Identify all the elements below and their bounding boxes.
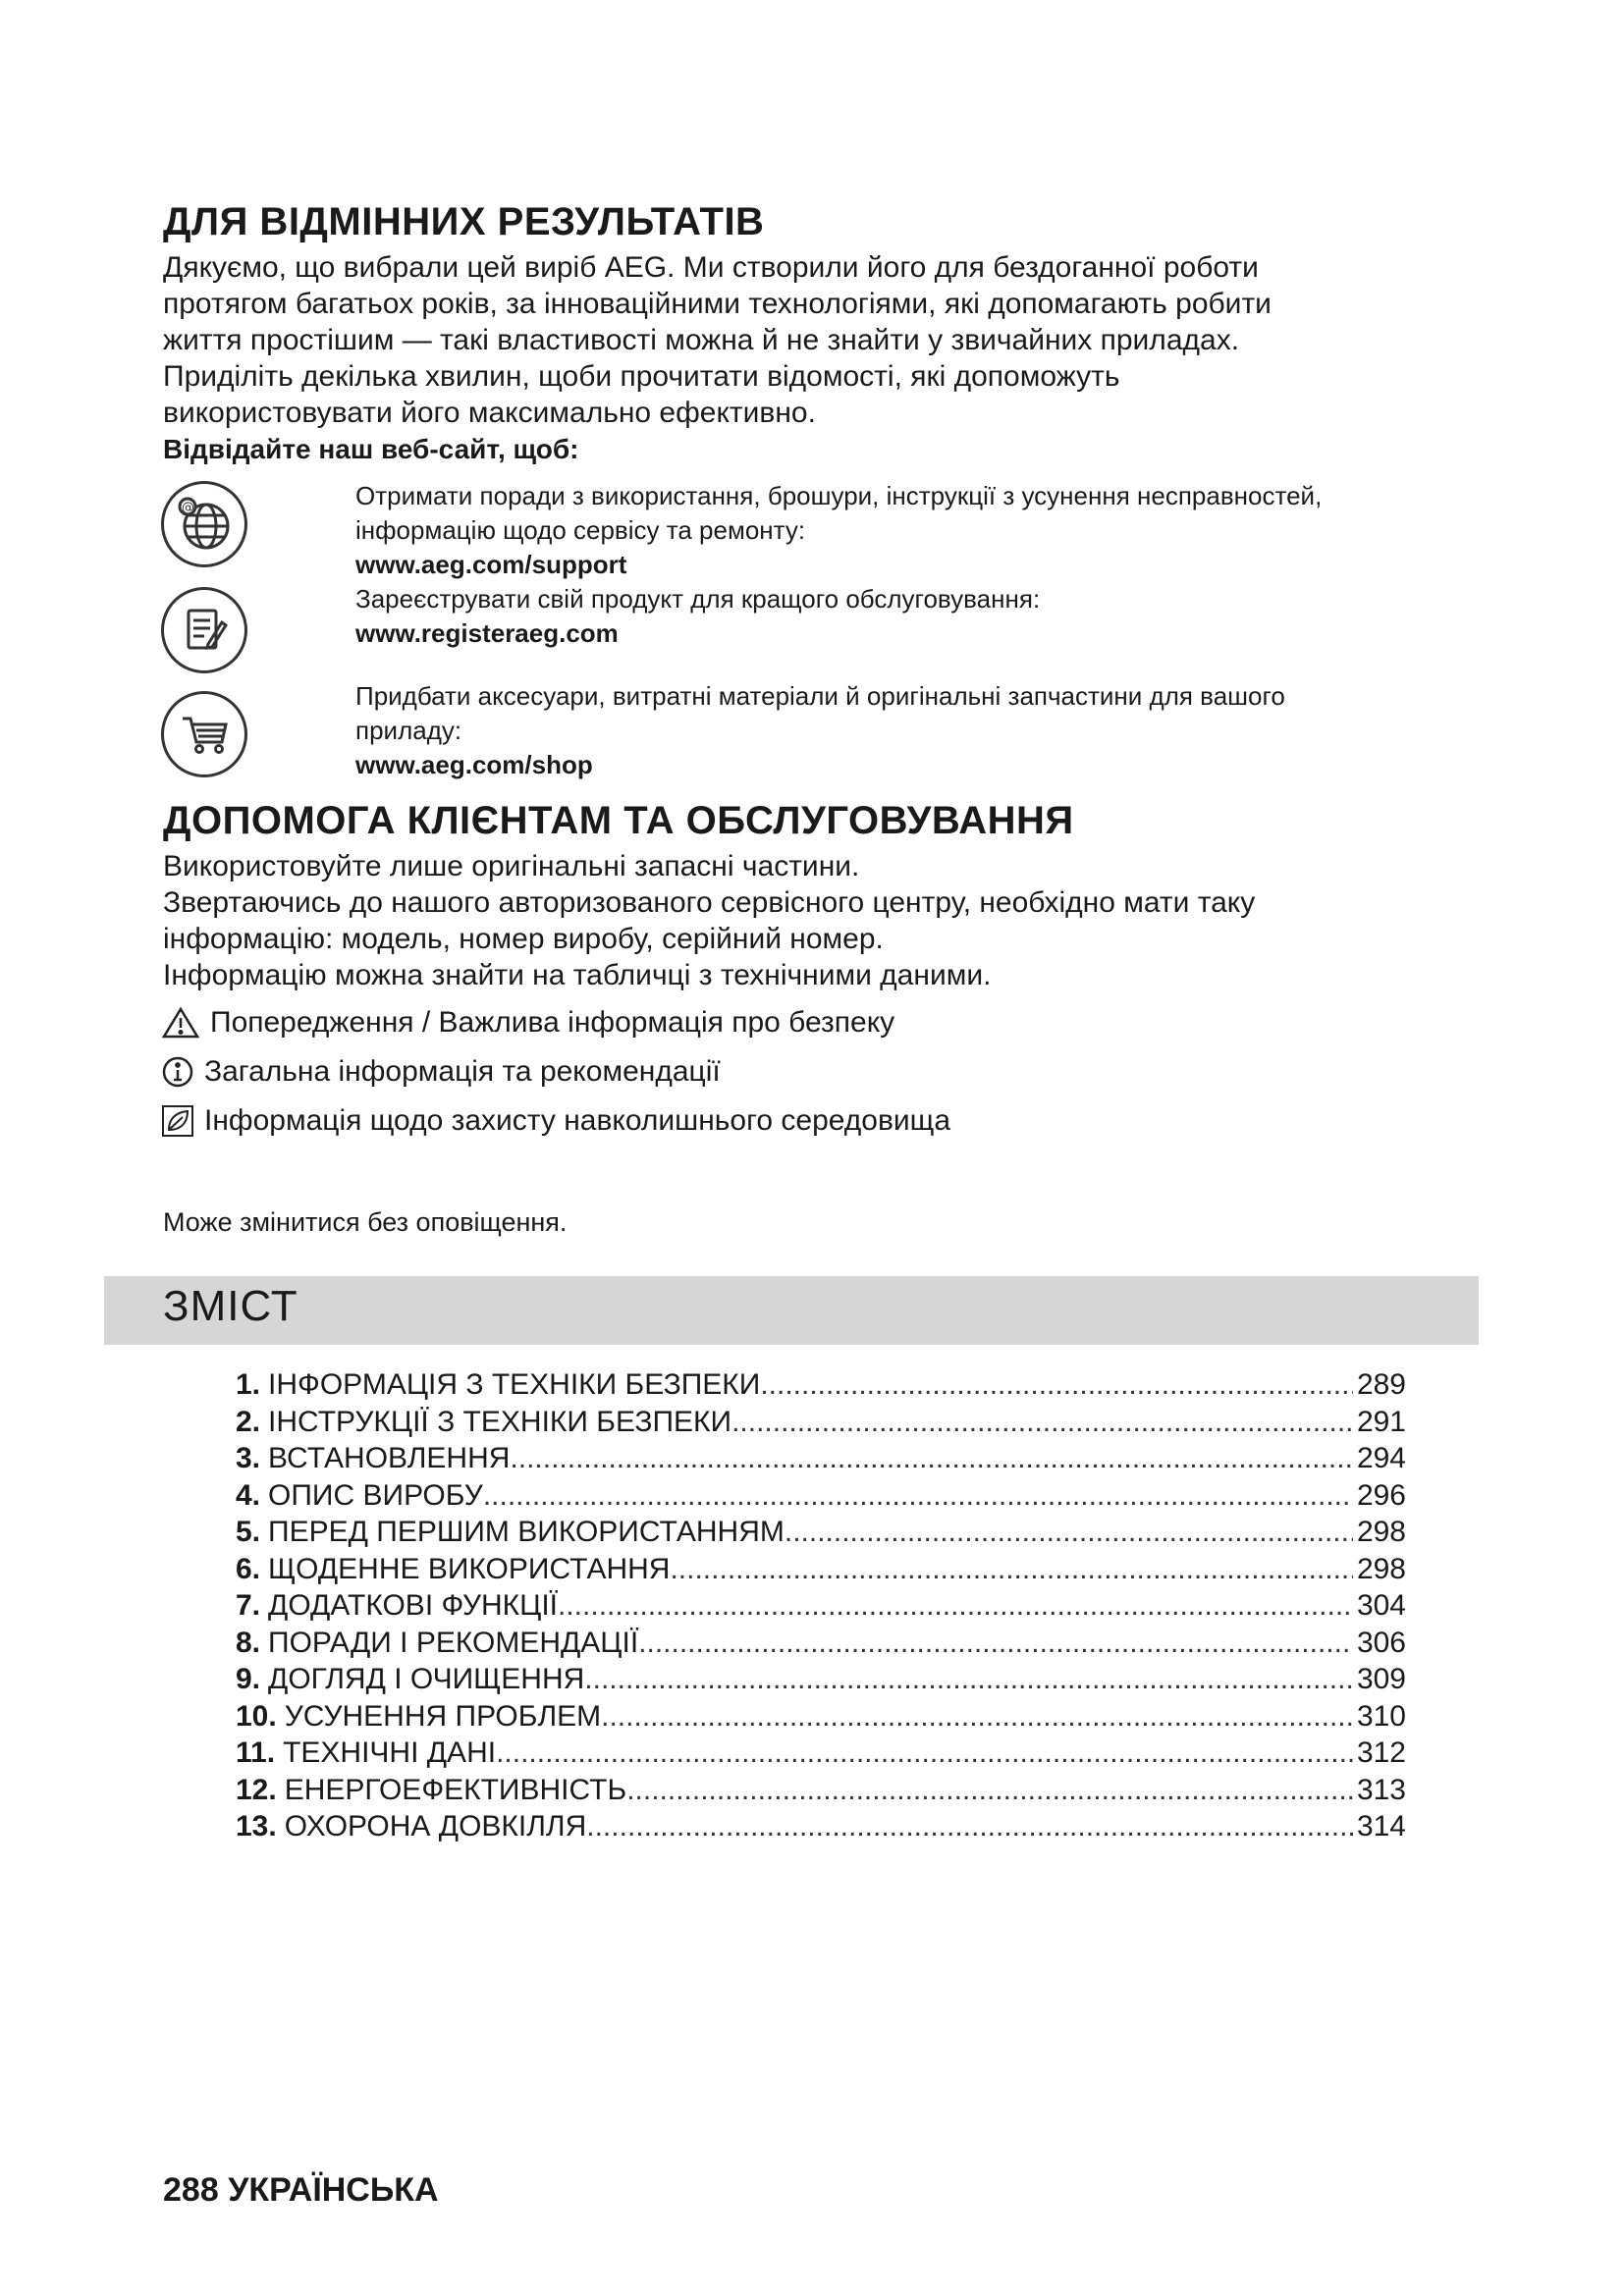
toc-item[interactable] bbox=[236, 1404, 1406, 1441]
service-line: Використовуйте лише оригінальні запасні частини. bbox=[163, 850, 860, 882]
shop-link[interactable]: www.aeg.com/shop bbox=[355, 750, 593, 779]
service-line: Звертаючись до нашого авторизованого сервісного центру, необхідно мати таку bbox=[163, 886, 1256, 919]
service-line: Інформацію можна знайти на табличці з технічними даними. bbox=[163, 959, 992, 991]
toc-item[interactable] bbox=[236, 1772, 1406, 1809]
toc-item[interactable] bbox=[236, 1366, 1406, 1404]
service-heading: ДОПОМОГА КЛІЄНТАМ ТА ОБСЛУГОВУВАННЯ bbox=[163, 799, 1074, 842]
intro-line: Приділіть декілька хвилин, щоби прочитати відомості, які допоможуть bbox=[163, 360, 1120, 393]
toc-item[interactable] bbox=[236, 1514, 1406, 1551]
service-paragraph bbox=[163, 848, 1479, 993]
footer-language: УКРАЇНСЬКА bbox=[228, 2171, 439, 2209]
toc-item-title: ОХОРОНА ДОВКІЛЛЯ bbox=[284, 1810, 587, 1842]
toc-item-page: 312 bbox=[1356, 1736, 1406, 1769]
toc-item-page: 294 bbox=[1356, 1442, 1406, 1474]
legend-text: Інформація щодо захисту навколишнього середовища bbox=[204, 1104, 951, 1137]
toc-leader-dots bbox=[558, 1587, 1353, 1625]
intro-heading: ДЛЯ ВІДМІННИХ РЕЗУЛЬТАТІВ bbox=[163, 200, 765, 243]
toc-item-title: ТЕХНІЧНІ ДАНІ bbox=[283, 1736, 497, 1769]
toc-item[interactable] bbox=[236, 1808, 1406, 1845]
toc-item-page: 296 bbox=[1356, 1478, 1406, 1512]
toc-item-number: 3. bbox=[236, 1442, 261, 1474]
toc-item-title: ЩОДЕННЕ ВИКОРИСТАННЯ bbox=[268, 1552, 671, 1585]
warning-icon bbox=[161, 1006, 200, 1040]
legend-environment bbox=[161, 1101, 950, 1141]
toc-leader-dots bbox=[584, 1661, 1353, 1698]
toc-item[interactable] bbox=[236, 1625, 1406, 1662]
visit-item-text: Придбати аксесуари, витратні матеріали й оригінальні запчастини для вашого bbox=[355, 681, 1285, 711]
toc-item-number: 9. bbox=[236, 1663, 261, 1695]
visit-item-register bbox=[355, 582, 1485, 651]
toc-leader-dots bbox=[626, 1772, 1353, 1809]
intro-line: використовувати його максимально ефективно. bbox=[163, 397, 816, 429]
svg-text:@: @ bbox=[182, 501, 194, 515]
globe-icon bbox=[161, 481, 247, 567]
toc-leader-dots bbox=[731, 1404, 1353, 1441]
toc-item-number: 10. bbox=[236, 1699, 277, 1733]
change-notice: Може змінитися без оповіщення. bbox=[163, 1207, 568, 1237]
toc-item-page: 298 bbox=[1356, 1516, 1406, 1548]
toc-item-page: 304 bbox=[1356, 1589, 1406, 1622]
toc-item-page: 310 bbox=[1356, 1699, 1406, 1733]
visit-item-text: Зареєструвати свій продукт для кращого обслуговування: bbox=[355, 584, 1041, 614]
toc-item-page: 291 bbox=[1356, 1405, 1406, 1438]
legend-info bbox=[161, 1052, 721, 1092]
support-link[interactable]: www.aeg.com/support bbox=[355, 550, 627, 579]
visit-item-text: Отримати поради з використання, брошури, інструкції з усунення несправностей, bbox=[355, 481, 1323, 510]
toc-item-number: 12. bbox=[236, 1773, 277, 1806]
visit-item-shop bbox=[355, 679, 1485, 782]
toc-leader-dots bbox=[483, 1477, 1353, 1515]
toc-leader-dots bbox=[601, 1698, 1353, 1735]
toc-leader-dots bbox=[586, 1808, 1353, 1845]
toc-item-title: ІНФОРМАЦІЯ З ТЕХНІКИ БЕЗПЕКИ bbox=[268, 1368, 761, 1401]
toc-item-title: ДОГЛЯД І ОЧИЩЕННЯ bbox=[268, 1663, 585, 1695]
toc-header-band bbox=[104, 1276, 1479, 1345]
toc-item-title: ДОДАТКОВІ ФУНКЦІЇ bbox=[268, 1589, 559, 1622]
visit-item-text: приладу: bbox=[355, 716, 462, 745]
toc-item[interactable] bbox=[236, 1698, 1406, 1735]
toc-item-title: УСУНЕННЯ ПРОБЛЕМ bbox=[284, 1699, 602, 1733]
toc-item[interactable] bbox=[236, 1551, 1406, 1588]
toc-item-number: 5. bbox=[236, 1516, 261, 1548]
intro-line: життя простішим — такі властивості можна й не знайти у звичайних приладах. bbox=[163, 324, 1240, 356]
toc-item-number: 11. bbox=[236, 1736, 276, 1769]
toc-item-page: 309 bbox=[1356, 1663, 1406, 1695]
toc-leader-dots bbox=[670, 1551, 1352, 1588]
legend-text: Загальна інформація та рекомендації bbox=[204, 1055, 721, 1088]
toc-item-number: 7. bbox=[236, 1589, 261, 1622]
visit-label: Відвідайте наш веб-сайт, щоб: bbox=[163, 434, 579, 464]
intro-line: Дякуємо, що вибрали цей виріб AEG. Ми створили його для бездоганної роботи bbox=[163, 251, 1259, 284]
intro-paragraph bbox=[163, 249, 1479, 467]
toc-item-number: 8. bbox=[236, 1626, 261, 1659]
leaf-icon bbox=[161, 1104, 194, 1138]
legend-warning bbox=[161, 1003, 894, 1042]
page-footer bbox=[163, 2171, 439, 2210]
toc-item-page: 313 bbox=[1356, 1773, 1406, 1806]
toc-leader-dots bbox=[638, 1625, 1353, 1662]
toc-item-number: 13. bbox=[236, 1810, 277, 1842]
legend-text: Попередження / Важлива інформація про безпеку bbox=[210, 1006, 895, 1039]
toc-item[interactable] bbox=[236, 1661, 1406, 1698]
toc-item-page: 314 bbox=[1356, 1810, 1406, 1842]
toc-item-number: 6. bbox=[236, 1552, 261, 1585]
toc-item-page: 289 bbox=[1356, 1368, 1406, 1401]
toc-item-title: ПОРАДИ І РЕКОМЕНДАЦІЇ bbox=[268, 1626, 639, 1659]
toc-leader-dots bbox=[785, 1514, 1353, 1551]
table-of-contents bbox=[236, 1366, 1406, 1845]
toc-leader-dots bbox=[496, 1735, 1353, 1772]
toc-item-title: ВСТАНОВЛЕННЯ bbox=[268, 1442, 511, 1474]
register-icon bbox=[161, 587, 247, 673]
toc-item[interactable] bbox=[236, 1440, 1406, 1477]
service-line: інформацію: модель, номер виробу, серійний номер. bbox=[163, 923, 884, 955]
toc-item-title: ПЕРЕД ПЕРШИМ ВИКОРИСТАННЯМ bbox=[268, 1516, 785, 1548]
toc-heading: ЗМІСТ bbox=[163, 1282, 298, 1330]
toc-item-number: 4. bbox=[236, 1478, 261, 1512]
visit-item-text: інформацію щодо сервісу та ремонту: bbox=[355, 515, 806, 545]
toc-item-page: 306 bbox=[1356, 1626, 1406, 1659]
toc-item-title: ЕНЕРГОЕФЕКТИВНІСТЬ bbox=[284, 1773, 627, 1806]
toc-item-page: 298 bbox=[1356, 1552, 1406, 1585]
toc-item[interactable] bbox=[236, 1735, 1406, 1772]
toc-leader-dots bbox=[760, 1366, 1353, 1404]
toc-item-number: 1. bbox=[236, 1368, 261, 1401]
toc-item-title: ІНСТРУКЦІЇ З ТЕХНІКИ БЕЗПЕКИ bbox=[268, 1405, 732, 1438]
toc-item[interactable] bbox=[236, 1587, 1406, 1625]
page-number: 288 bbox=[163, 2171, 219, 2209]
toc-leader-dots bbox=[510, 1440, 1353, 1477]
info-icon bbox=[161, 1055, 194, 1089]
register-link[interactable]: www.registeraeg.com bbox=[355, 618, 619, 648]
toc-item-title: ОПИС ВИРОБУ bbox=[268, 1478, 483, 1512]
toc-item-number: 2. bbox=[236, 1405, 261, 1438]
toc-item[interactable] bbox=[236, 1477, 1406, 1515]
cart-icon bbox=[161, 691, 247, 777]
intro-line: протягом багатьох років, за інноваційними технологіями, які допомагають робити bbox=[163, 288, 1272, 320]
visit-item-support bbox=[355, 479, 1485, 582]
